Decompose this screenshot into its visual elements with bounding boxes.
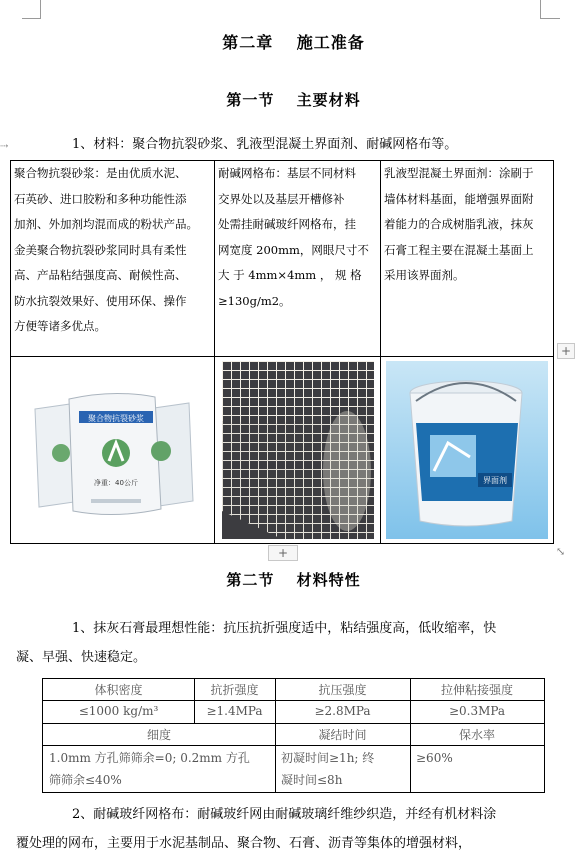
add-row-button[interactable]: + xyxy=(268,545,298,561)
value-setting-time: 初凝时间≥1h; 终 凝时间≤8h xyxy=(281,751,375,787)
chapter-title: 第二章 施工准备 xyxy=(222,33,365,52)
value-bulk-density: ≤1000 kg/m³ xyxy=(78,704,159,718)
section-title-properties: 第二节 材料特性 xyxy=(226,571,361,589)
header-setting-time: 凝结时间 xyxy=(318,728,367,742)
plaster-properties-line-2: 凝、早强、快速稳定。 xyxy=(16,650,147,665)
materials-intro: 1、材料：聚合物抗裂砂浆、乳液型混凝土界面剂、耐碱网格布等。 xyxy=(72,137,458,152)
material-desc-mesh: 耐碱网格布：基层不同材料 交界处以及基层开槽修补 处需挂耐碱玻纤网格布，挂 网宽度 200mm，网眼尺寸不 大 于 4mm×4mm ， 规 格 ≥130g/m2。 xyxy=(218,166,369,308)
paragraph-mark-icon: ⇢ xyxy=(0,141,9,152)
header-flexural-strength: 抗折强度 xyxy=(210,683,259,697)
material-desc-interface-agent: 乳液型混凝土界面剂：涂刷于 墙体材料基面，能增强界面附 着能力的合成树脂乳液，抹灰 石膏工程主要在混凝土基面上 采用该界面剂。 xyxy=(384,166,534,282)
mesh-roll-image xyxy=(222,361,374,539)
value-flexural-strength: ≥1.4MPa xyxy=(206,704,263,718)
header-fineness: 细度 xyxy=(146,728,171,742)
header-water-retention: 保水率 xyxy=(458,728,495,742)
svg-text:聚合物抗裂砂浆: 聚合物抗裂砂浆 xyxy=(88,414,144,423)
section-title-materials: 第一节 主要材料 xyxy=(226,91,361,109)
header-bulk-density: 体积密度 xyxy=(94,683,143,697)
materials-table xyxy=(10,160,554,544)
plaster-properties-line-1: 1、抹灰石膏最理想性能：抗压抗折强度适中，粘结强度高，低收缩率，快 xyxy=(72,621,497,636)
add-column-button[interactable]: + xyxy=(557,343,575,359)
value-water-retention: ≥60% xyxy=(416,751,453,765)
svg-text:净重：40公斤: 净重：40公斤 xyxy=(94,479,138,487)
header-compressive-strength: 抗压强度 xyxy=(318,683,367,697)
page-corner-mark xyxy=(22,18,41,19)
page-corner-mark xyxy=(40,0,41,18)
value-tensile-bond-strength: ≥0.3MPa xyxy=(448,704,506,718)
interface-agent-bucket-image xyxy=(386,361,548,539)
page-corner-mark xyxy=(540,0,541,18)
table-resize-handle-icon[interactable]: ⤡ xyxy=(556,545,566,558)
header-tensile-bond-strength: 拉伸粘接强度 xyxy=(440,683,513,697)
svg-text:界面剂: 界面剂 xyxy=(483,476,507,485)
value-compressive-strength: ≥2.8MPa xyxy=(314,704,371,718)
mesh-intro-line-1: 2、耐碱玻纤网格布：耐碱玻纤网由耐碱玻璃纤维纱织造，并经有机材料涂 xyxy=(72,807,497,822)
material-desc-mortar: 聚合物抗裂砂浆：是由优质水泥、 石英砂、进口胶粉和多种功能性添 加剂、外加剂均混而成的粉状产品。 金美聚合物抗裂砂浆同时具有柔性 高、产品粘结强度高、耐候性高、 防水抗裂效果好、使用环保、操作 方便等诸多优点。 xyxy=(14,166,198,333)
mesh-intro-line-2: 覆处理的网布，主要用于水泥基制品、聚合物、石膏、沥青等集体的增强材料， xyxy=(16,836,472,851)
value-fineness: 1.0mm 方孔筛筛余=0; 0.2mm 方孔 筛筛余≤40% xyxy=(49,751,250,787)
mortar-bags-image xyxy=(21,381,201,521)
properties-table xyxy=(42,678,545,793)
page-corner-mark xyxy=(540,18,560,19)
